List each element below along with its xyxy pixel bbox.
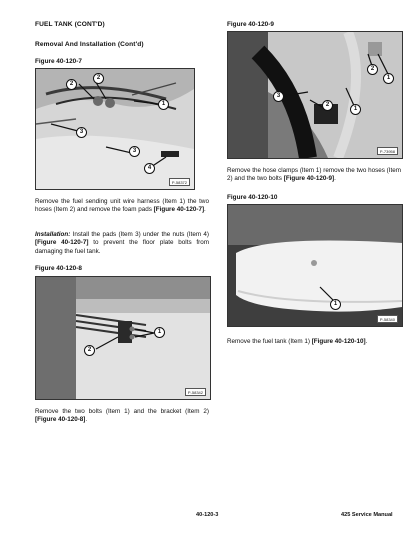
hose-clamps-illustration	[228, 32, 402, 158]
figure-reference: [Figure 40-120-7]	[35, 239, 89, 247]
callout-1: 1	[350, 104, 361, 115]
figure-title-40-120-9: Figure 40-120-9	[227, 21, 274, 28]
callout-1: 1	[154, 327, 165, 338]
bracket-bolts-illustration	[36, 277, 210, 399]
photo-code: P-58372	[169, 178, 190, 186]
callout-2: 2	[322, 100, 333, 111]
callout-3: 3	[76, 127, 87, 138]
paragraph-remove-harness: Remove the fuel sending unit wire harness (Item 1) the two hoses (Item 2) and remove the foam pads [Figure 40-120-7].	[35, 198, 209, 214]
paragraph-installation: Installation: Install the pads (Item 3) under the nuts (Item 4) [Figure 40-120-7] to prevent the floor plate bolts from damaging the fuel tank.	[35, 231, 210, 255]
figure-reference: [Figure 40-120-7]	[153, 206, 205, 214]
paragraph-remove-fuel-tank: Remove the fuel tank (Item 1) [Figure 40-120-10].	[227, 338, 368, 345]
callout-3: 3	[273, 91, 284, 102]
figure-reference: [Figure 40-120-10]	[311, 338, 366, 345]
figure-reference: [Figure 40-120-9]	[283, 175, 335, 183]
paragraph-remove-hose-clamps: Remove the hose clamps (Item 1) remove the two hoses (Item 2) and the two bolts [Figure 40-120-9].	[227, 167, 401, 183]
photo-code: P-58340	[377, 315, 398, 323]
figure-40-120-7-photo	[35, 68, 195, 190]
callout-2: 2	[367, 64, 378, 75]
callout-1: 1	[383, 73, 394, 84]
figure-title-40-120-8: Figure 40-120-8	[35, 265, 82, 272]
page-number: 40-120-3	[196, 512, 219, 518]
paragraph-remove-bracket: Remove the two bolts (Item 1) and the bracket (Item 2) [Figure 40-120-8].	[35, 408, 209, 424]
installation-label: Installation:	[35, 231, 71, 238]
photo-code: P-73958	[377, 147, 398, 155]
fuel-tank-illustration	[228, 205, 402, 326]
figure-40-120-9-photo	[227, 31, 403, 159]
callout-3: 3	[129, 146, 140, 157]
callout-2: 2	[66, 79, 77, 90]
figure-title-40-120-10: Figure 40-120-10	[227, 194, 278, 201]
figure-reference: [Figure 40-120-8]	[35, 416, 86, 424]
callout-2: 2	[93, 73, 104, 84]
figure-title-40-120-7: Figure 40-120-7	[35, 58, 82, 65]
figure-40-120-8-photo	[35, 276, 211, 400]
section-heading: FUEL TANK (CONT'D)	[35, 21, 105, 28]
callout-1: 1	[330, 299, 341, 310]
callout-2: 2	[84, 345, 95, 356]
section-subheading: Removal And Installation (Cont'd)	[35, 41, 144, 48]
photo-code: P-58342	[185, 388, 206, 396]
manual-title: 425 Service Manual	[341, 512, 393, 518]
callout-4: 4	[144, 163, 155, 174]
fuel-tank-harness-illustration	[36, 69, 194, 189]
callout-1: 1	[158, 99, 169, 110]
figure-40-120-10-photo	[227, 204, 403, 327]
